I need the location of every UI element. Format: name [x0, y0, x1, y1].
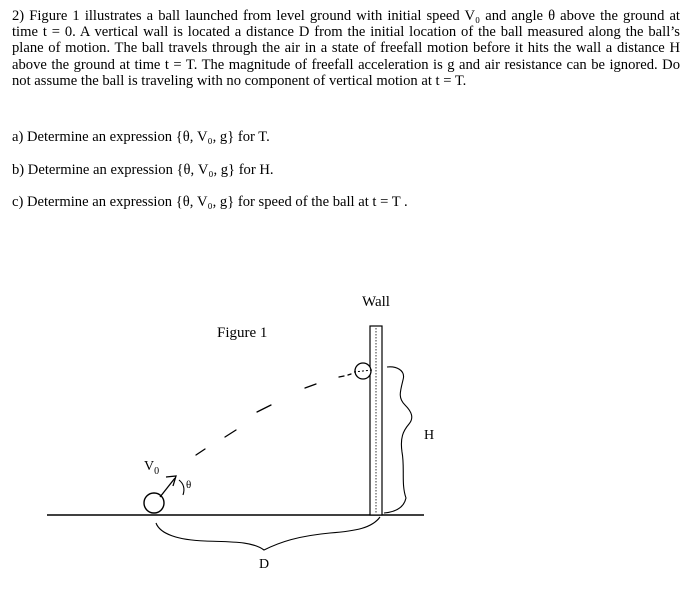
wall [370, 326, 382, 515]
wall-label: Wall [362, 294, 390, 310]
speed-label: $V_0$ [144, 459, 160, 477]
velocity-arrowhead [166, 476, 176, 486]
figure-caption: Figure 1 [217, 325, 268, 341]
angle-label: θ [186, 479, 192, 491]
distance-label: D [259, 557, 270, 572]
distance-brace [156, 517, 380, 550]
height-label: H [424, 428, 435, 443]
angle-arc [179, 480, 184, 495]
question-a: a) Determine an expression {θ, V₀, g} for T. [12, 129, 270, 145]
height-brace [384, 367, 412, 513]
problem-statement: 2) Figure 1 illustrates a ball launched from level ground with initial speed V₀ and angle θ above the ground at time t = 0. A vertical wall is located a distance D from the initial location of the ball measured along the ball’s plane of motion. The ball travels through the air in a state of freefall motion before it hits the wall a distance H above the ground at time t = T. The magnitude of freefall acceleration is g and air resistance can be ignored. Do not assume the ball is traveling with no component of vertical motion at t = T. [12, 8, 680, 89]
question-c: c) Determine an expression {θ, V₀, g} for speed of the ball at t = T . [12, 194, 408, 210]
question-b: b) Determine an expression {θ, V₀, g} for H. [12, 162, 274, 178]
velocity-arrow [160, 478, 175, 497]
trajectory [196, 374, 351, 455]
